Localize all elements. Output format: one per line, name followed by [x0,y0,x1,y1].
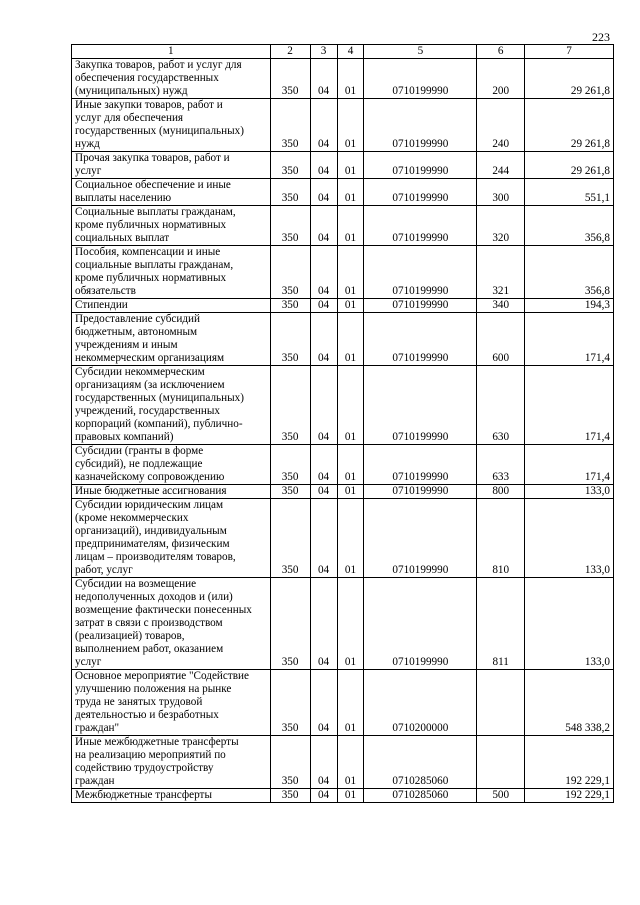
code-main-cell: 350 [270,485,310,499]
code-main-cell: 350 [270,736,310,789]
amount-cell: 133,0 [525,485,614,499]
row-name-cell: Иные межбюджетные трансферты на реализацию мероприятий по содействию трудоустройству граждан [72,736,271,789]
expense-type-cell: 633 [477,445,525,485]
table-row [72,789,614,803]
row-name-cell: Субсидии некоммерческим организациям (за исключением государственных (муниципальных) учреждений, государственных корпораций (компаний), публично- правовых компаний) [72,366,271,445]
table-row [72,736,614,789]
subsection-cell: 01 [337,736,364,789]
amount-cell: 171,4 [525,366,614,445]
section-cell: 04 [310,789,337,803]
subsection-cell: 01 [337,445,364,485]
budget-table [71,44,614,803]
target-article-cell: 0710199990 [364,179,477,206]
target-article-cell: 0710199990 [364,246,477,299]
row-name-cell: Основное мероприятие "Содействие улучшению положения на рынке труда не занятых трудовой деятельностью и безработных граждан" [72,670,271,736]
amount-cell: 194,3 [525,299,614,313]
page-number: 223 [592,30,610,44]
code-main-cell: 350 [270,578,310,670]
header-cell: 4 [337,45,364,59]
amount-cell: 133,0 [525,578,614,670]
row-name-cell: Социальное обеспечение и иные выплаты населению [72,179,271,206]
amount-cell: 192 229,1 [525,736,614,789]
subsection-cell: 01 [337,299,364,313]
table-row [72,578,614,670]
expense-type-cell: 340 [477,299,525,313]
expense-type-cell [477,670,525,736]
expense-type-cell: 500 [477,789,525,803]
table-row [72,485,614,499]
section-cell: 04 [310,59,337,99]
amount-cell: 133,0 [525,499,614,578]
table-row [72,99,614,152]
target-article-cell: 0710199990 [364,499,477,578]
section-cell: 04 [310,445,337,485]
header-cell: 7 [525,45,614,59]
row-name-cell: Стипендии [72,299,271,313]
expense-type-cell: 811 [477,578,525,670]
code-main-cell: 350 [270,313,310,366]
target-article-cell: 0710285060 [364,736,477,789]
row-name-cell: Субсидии на возмещение недополученных доходов и (или) возмещение фактически понесенных затрат в связи с производством (реализацией) товаров, выполнением работ, оказанием услуг [72,578,271,670]
header-cell: 6 [477,45,525,59]
subsection-cell: 01 [337,366,364,445]
subsection-cell: 01 [337,152,364,179]
section-cell: 04 [310,152,337,179]
expense-type-cell: 810 [477,499,525,578]
target-article-cell: 0710199990 [364,59,477,99]
expense-type-cell: 320 [477,206,525,246]
header-cell: 2 [270,45,310,59]
row-name-cell: Социальные выплаты гражданам, кроме публичных нормативных социальных выплат [72,206,271,246]
target-article-cell: 0710199990 [364,99,477,152]
target-article-cell: 0710199990 [364,299,477,313]
table-row [72,246,614,299]
code-main-cell: 350 [270,246,310,299]
code-main-cell: 350 [270,59,310,99]
subsection-cell: 01 [337,789,364,803]
code-main-cell: 350 [270,789,310,803]
subsection-cell: 01 [337,59,364,99]
section-cell: 04 [310,313,337,366]
section-cell: 04 [310,206,337,246]
section-cell: 04 [310,578,337,670]
target-article-cell: 0710199990 [364,366,477,445]
target-article-cell: 0710199990 [364,445,477,485]
section-cell: 04 [310,485,337,499]
section-cell: 04 [310,736,337,789]
table-row [72,445,614,485]
section-cell: 04 [310,670,337,736]
expense-type-cell: 300 [477,179,525,206]
amount-cell: 171,4 [525,313,614,366]
subsection-cell: 01 [337,246,364,299]
code-main-cell: 350 [270,445,310,485]
expense-type-cell: 630 [477,366,525,445]
expense-type-cell: 240 [477,99,525,152]
expense-type-cell: 800 [477,485,525,499]
header-cell: 3 [310,45,337,59]
code-main-cell: 350 [270,366,310,445]
table-row [72,206,614,246]
row-name-cell: Иные закупки товаров, работ и услуг для обеспечения государственных (муниципальных) нужд [72,99,271,152]
target-article-cell: 0710199990 [364,152,477,179]
table-row [72,299,614,313]
row-name-cell: Субсидии юридическим лицам (кроме некоммерческих организаций), индивидуальным предпринимателям, физическим лицам – производителям товаров, работ, услуг [72,499,271,578]
section-cell: 04 [310,499,337,578]
target-article-cell: 0710199990 [364,485,477,499]
target-article-cell: 0710285060 [364,789,477,803]
expense-type-cell [477,736,525,789]
table-row [72,152,614,179]
row-name-cell: Закупка товаров, работ и услуг для обеспечения государственных (муниципальных) нужд [72,59,271,99]
section-cell: 04 [310,99,337,152]
row-name-cell: Прочая закупка товаров, работ и услуг [72,152,271,179]
subsection-cell: 01 [337,485,364,499]
section-cell: 04 [310,366,337,445]
expense-type-cell: 321 [477,246,525,299]
row-name-cell: Иные бюджетные ассигнования [72,485,271,499]
code-main-cell: 350 [270,179,310,206]
code-main-cell: 350 [270,670,310,736]
amount-cell: 29 261,8 [525,59,614,99]
table-row [72,313,614,366]
code-main-cell: 350 [270,206,310,246]
header-cell: 1 [72,45,271,59]
row-name-cell: Предоставление субсидий бюджетным, автономным учреждениям и иным некоммерческим организациям [72,313,271,366]
code-main-cell: 350 [270,152,310,179]
subsection-cell: 01 [337,670,364,736]
subsection-cell: 01 [337,499,364,578]
header-cell: 5 [364,45,477,59]
target-article-cell: 0710199990 [364,206,477,246]
code-main-cell: 350 [270,299,310,313]
subsection-cell: 01 [337,578,364,670]
subsection-cell: 01 [337,206,364,246]
table-row [72,179,614,206]
amount-cell: 29 261,8 [525,99,614,152]
subsection-cell: 01 [337,313,364,366]
target-article-cell: 0710199990 [364,313,477,366]
target-article-cell: 0710200000 [364,670,477,736]
row-name-cell: Пособия, компенсации и иные социальные выплаты гражданам, кроме публичных нормативных обязательств [72,246,271,299]
subsection-cell: 01 [337,179,364,206]
amount-cell: 356,8 [525,246,614,299]
amount-cell: 551,1 [525,179,614,206]
row-name-cell: Субсидии (гранты в форме субсидий), не подлежащие казначейскому сопровождению [72,445,271,485]
table-header-row [72,45,614,59]
table-row [72,59,614,99]
table-row [72,366,614,445]
amount-cell: 356,8 [525,206,614,246]
section-cell: 04 [310,246,337,299]
subsection-cell: 01 [337,99,364,152]
section-cell: 04 [310,179,337,206]
row-name-cell: Межбюджетные трансферты [72,789,271,803]
amount-cell: 548 338,2 [525,670,614,736]
expense-type-cell: 600 [477,313,525,366]
section-cell: 04 [310,299,337,313]
expense-type-cell: 200 [477,59,525,99]
table-row [72,499,614,578]
amount-cell: 29 261,8 [525,152,614,179]
amount-cell: 171,4 [525,445,614,485]
code-main-cell: 350 [270,499,310,578]
code-main-cell: 350 [270,99,310,152]
amount-cell: 192 229,1 [525,789,614,803]
target-article-cell: 0710199990 [364,578,477,670]
table-row [72,670,614,736]
expense-type-cell: 244 [477,152,525,179]
